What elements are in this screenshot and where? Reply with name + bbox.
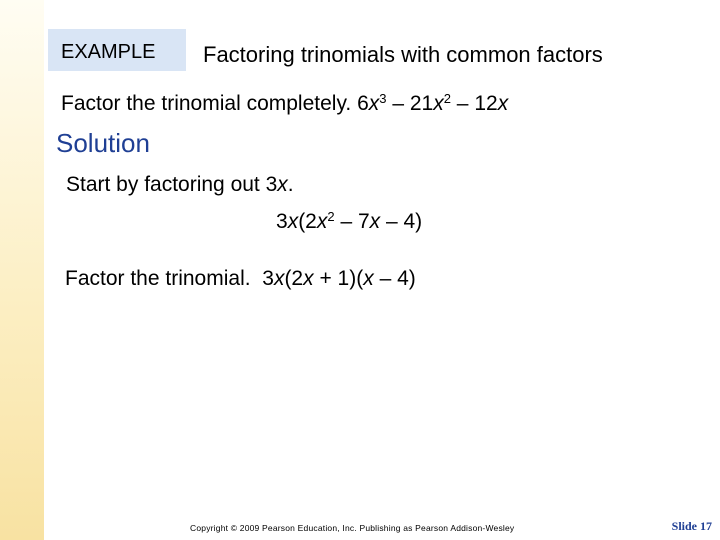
step2-text: Factor the trinomial.: [65, 267, 251, 290]
step1-expression: $3x(2x^2 - 7x - 4)$: [276, 208, 423, 233]
problem-text: Factor the trinomial completely.: [61, 92, 352, 115]
side-gradient-bar: [0, 0, 44, 540]
step2-line: [65, 266, 416, 292]
step1-text: Start by factoring out 3x.: [66, 173, 294, 196]
slide-title: Factoring trinomials with common factors: [203, 42, 603, 67]
copyright-notice: Copyright © 2009 Pearson Education, Inc. Publishing as Pearson Addison-Wesley: [190, 523, 515, 533]
example-badge-label: EXAMPLE: [61, 41, 156, 63]
slide-number: Slide 17: [671, 519, 712, 533]
problem-statement: [61, 91, 508, 117]
problem-expression: $6x^3 - 21x^2 - 12x$: [357, 90, 509, 115]
solution-heading: Solution: [56, 128, 150, 158]
step2-expression: 3x(2x + 1)(x – 4): [262, 267, 416, 290]
